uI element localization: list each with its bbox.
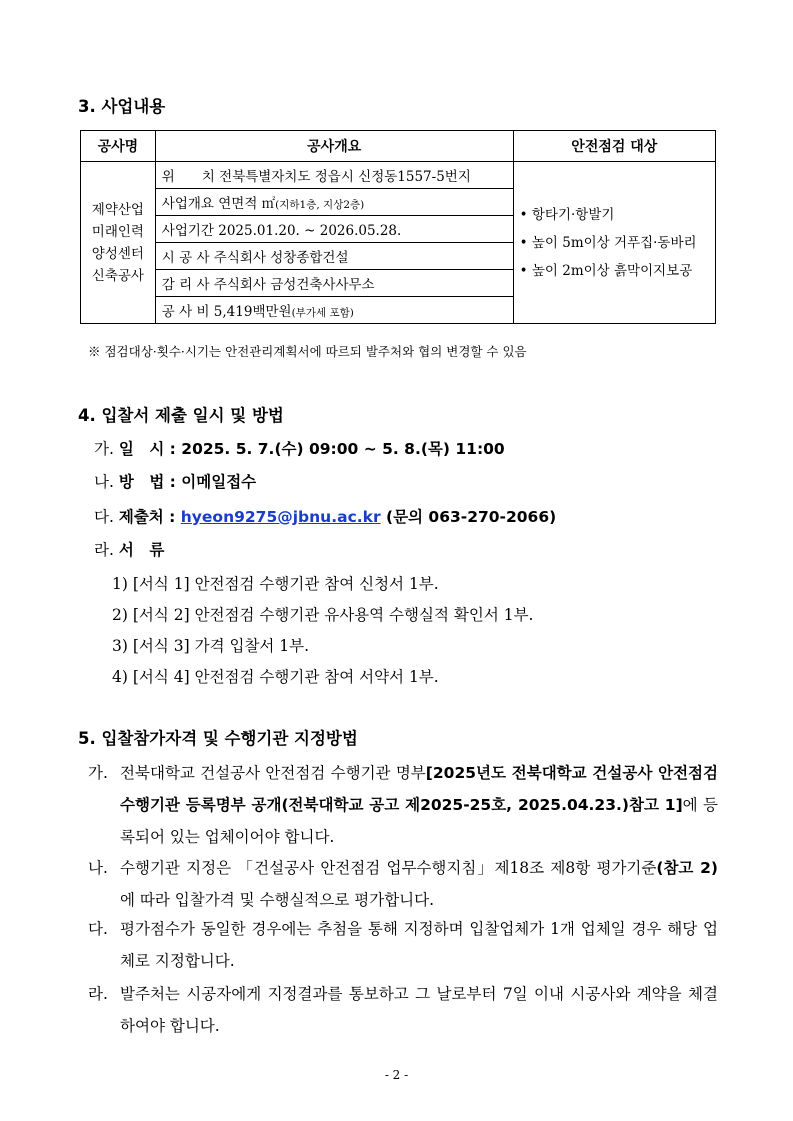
submission-item: 다. 제출처 : hyeon9275@jbnu.ac.kr (문의 063-270-2066) [94,508,557,526]
tie-break-paragraph: 다. 평가점수가 동일한 경우에는 추첨을 통해 지정하며 입찰업체가 1개 업체일 경우 해당 업체로 지정합니다. [88,920,718,970]
project-table [80,130,716,324]
document-entry: 4) [서식 4] 안전점검 수행기관 참여 서약서 1부. [112,668,439,686]
section-3-heading: 3. 사업내용 [78,97,166,116]
method-item: 나. 방 법 : 이메일접수 [94,473,257,491]
section-4-heading: 4. 입찰서 제출 일시 및 방법 [78,406,284,425]
qualification-paragraph: 가. 전북대학교 건설공사 안전점검 수행기관 명부[2025년도 전북대학교 건설공사 안전점검 수행기관 등록명부 공개(전북대학교 공고 제2025-25호, 2025.04.23.)참고 1]에 등록되어 있는 업체이어야 합니다. [88,764,719,846]
overview-row: 감 리 사 주식회사 금성건축사사무소 [155,270,513,297]
schedule-item: 가. 일 시 : 2025. 5. 7.(수) 09:00 ~ 5. 8.(목) 11:00 [94,440,505,458]
document-entry: 3) [서식 3] 가격 입찰서 1부. [112,637,310,655]
header-project-name: 공사명 [81,131,156,162]
overview-row: 시 공 사 주식회사 성창종합건설 [155,243,513,270]
email-link[interactable]: hyeon9275@jbnu.ac.kr [180,508,381,526]
project-name-cell: 제약산업 미래인력 양성센터 신축공사 [81,162,156,324]
overview-row: 사업개요 연면적 ㎡(지하1층, 지상2층) [155,189,513,216]
overview-row: 사업기간 2025.01.20. ~ 2026.05.28. [155,216,513,243]
page-number: - 2 - [384,1068,409,1082]
inspection-note: ※ 점검대상·횟수·시기는 안전관리계획서에 따르되 발주처와 협의 변경할 수 있음 [88,344,527,359]
document-entry: 1) [서식 1] 안전점검 수행기관 참여 신청서 1부. [112,575,439,593]
overview-row: 공 사 비 5,419백만원(부가세 포함) [155,297,513,324]
safety-target-cell: • 항타기·항발기 • 높이 5m이상 거푸집·동바리 • 높이 2m이상 흙막이지보공 [513,162,715,324]
designation-paragraph: 나. 수행기관 지정은 「건설공사 안전점검 업무수행지침」제18조 제8항 평가기준(참고 2)에 따라 입찰가격 및 수행실적으로 평가합니다. [88,859,719,909]
contract-paragraph: 라. 발주처는 시공자에게 지정결과를 통보하고 그 날로부터 7일 이내 시공사와 계약을 체결하여야 합니다. [88,985,718,1035]
header-overview: 공사개요 [155,131,513,162]
document-entry: 2) [서식 2] 안전점검 수행기관 유사용역 수행실적 확인서 1부. [112,606,534,624]
section-5-heading: 5. 입찰참가자격 및 수행기관 지정방법 [78,729,358,748]
documents-item: 라. 서 류 [94,541,165,559]
header-safety-target: 안전점검 대상 [513,131,715,162]
overview-row: 위 치 전북특별자치도 정읍시 신정동1557-5번지 [155,162,513,189]
